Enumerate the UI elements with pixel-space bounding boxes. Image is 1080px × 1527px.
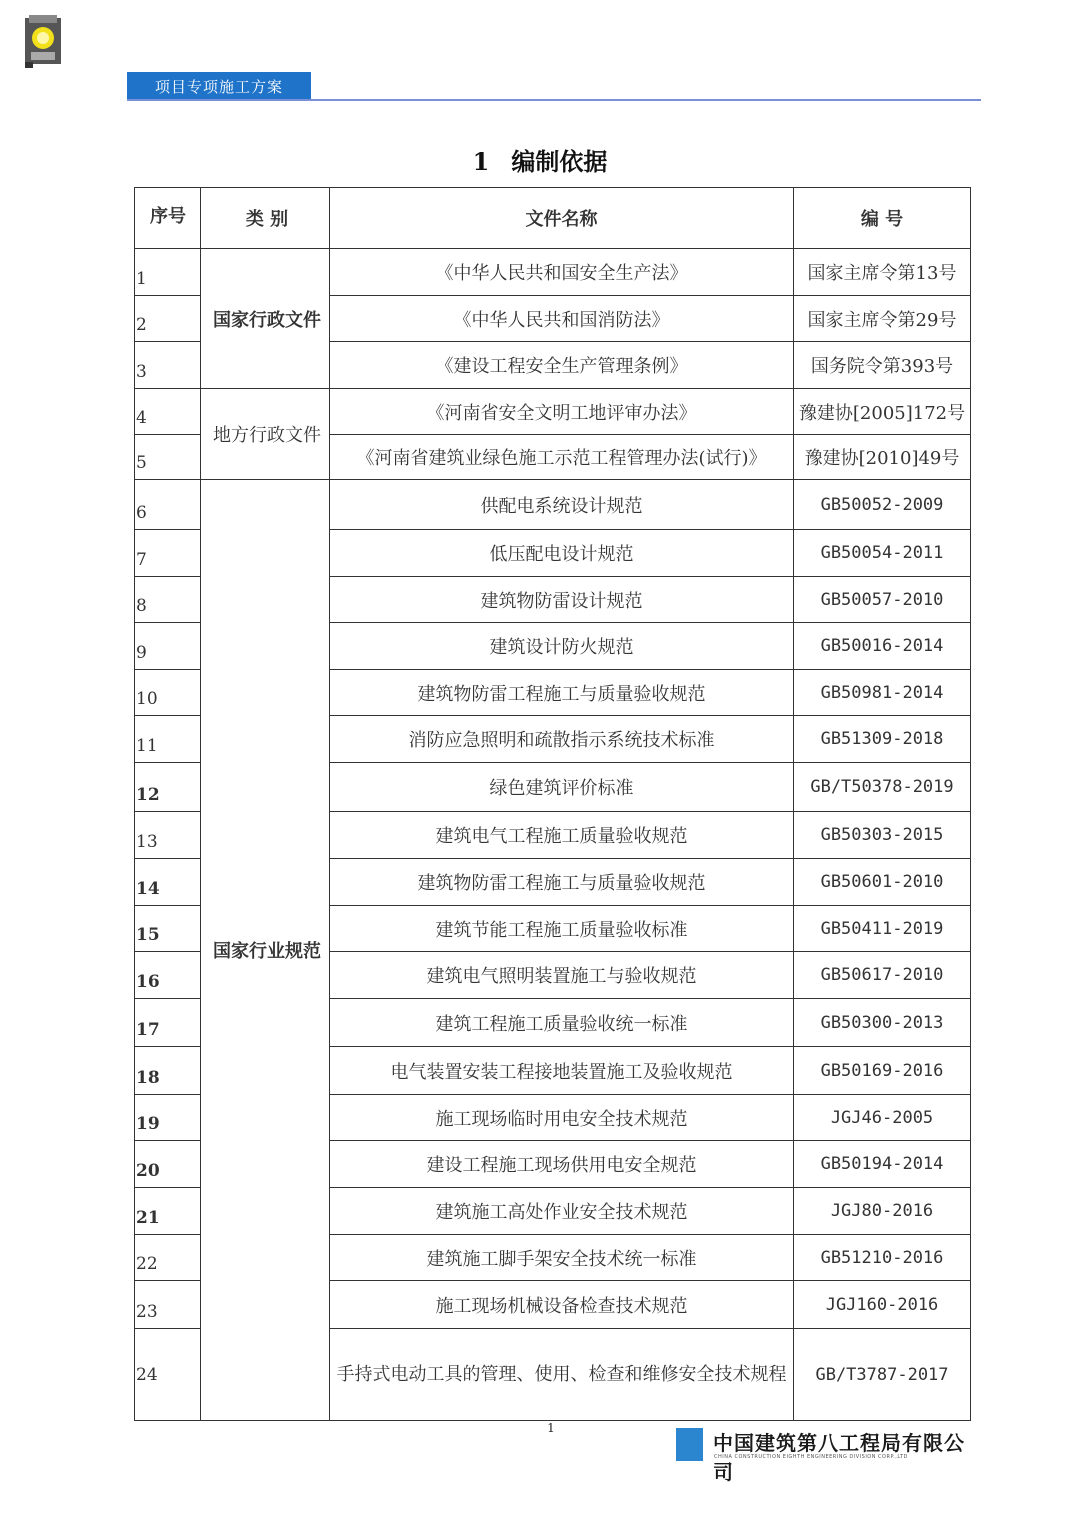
row-no: 9 — [135, 623, 201, 670]
page-number: 1 — [547, 1421, 555, 1435]
company-name-en: CHINA CONSTRUCTION EIGHTH ENGINEERING DIVISION CORP.,LTD — [714, 1454, 908, 1460]
row-name: 供配电系统设计规范 — [330, 480, 794, 530]
row-no: 3 — [135, 342, 201, 389]
row-no: 8 — [135, 577, 201, 623]
row-name: 消防应急照明和疏散指示系统技术标准 — [330, 716, 794, 763]
row-code: GB50054-2011 — [794, 530, 971, 577]
row-name: 低压配电设计规范 — [330, 530, 794, 577]
row-no: 24 — [135, 1329, 201, 1421]
row-code: 豫建协[2005]172号 — [794, 389, 971, 435]
row-no: 19 — [135, 1095, 201, 1141]
row-code: GB50617-2010 — [794, 952, 971, 999]
title-text: 编制依据 — [511, 147, 608, 176]
row-code: GB/T50378-2019 — [794, 763, 971, 812]
row-name: 建筑工程施工质量验收统一标准 — [330, 999, 794, 1047]
row-name: 建筑施工脚手架安全技术统一标准 — [330, 1235, 794, 1281]
company-name-cn: 中国建筑第八工程局有限公司 — [713, 1431, 965, 1484]
row-code: 国家主席令第13号 — [794, 249, 971, 296]
row-code: GB50601-2010 — [794, 859, 971, 906]
row-no: 17 — [135, 999, 201, 1047]
row-code: GB50057-2010 — [794, 577, 971, 623]
row-name: 绿色建筑评价标准 — [330, 763, 794, 812]
company-footer — [676, 1426, 976, 1484]
row-no: 20 — [135, 1141, 201, 1188]
row-code: 国家主席令第29号 — [794, 296, 971, 342]
row-no: 22 — [135, 1235, 201, 1281]
row-no: 18 — [135, 1047, 201, 1095]
table-row — [135, 249, 971, 296]
basis-table — [134, 187, 971, 1421]
row-code: GB51309-2018 — [794, 716, 971, 763]
row-code: 豫建协[2010]49号 — [794, 435, 971, 480]
row-name: 建筑节能工程施工质量验收标准 — [330, 906, 794, 952]
row-code: GB50169-2016 — [794, 1047, 971, 1095]
row-name: 《建设工程安全生产管理条例》 — [330, 342, 794, 389]
row-name: 建设工程施工现场供用电安全规范 — [330, 1141, 794, 1188]
row-code: GB50052-2009 — [794, 480, 971, 530]
row-name: 《中华人民共和国消防法》 — [330, 296, 794, 342]
row-no: 11 — [135, 716, 201, 763]
row-no: 5 — [135, 435, 201, 480]
category-local-admin: 地方行政文件 — [201, 389, 330, 480]
row-name: 《河南省建筑业绿色施工示范工程管理办法(试行)》 — [330, 435, 794, 480]
row-name: 建筑物防雷工程施工与质量验收规范 — [330, 859, 794, 906]
table-row — [135, 480, 971, 530]
header-label: 项目专项施工方案 — [127, 72, 311, 100]
header-category: 类 别 — [201, 188, 330, 249]
row-no: 21 — [135, 1188, 201, 1235]
header-code: 编 号 — [794, 188, 971, 249]
row-no: 23 — [135, 1281, 201, 1329]
row-no: 13 — [135, 812, 201, 859]
row-code: 国务院令第393号 — [794, 342, 971, 389]
row-no: 15 — [135, 906, 201, 952]
title-number: 1 — [472, 147, 490, 176]
company-badge-icon — [676, 1428, 703, 1461]
row-no: 16 — [135, 952, 201, 999]
row-code: GB50194-2014 — [794, 1141, 971, 1188]
row-name: 手持式电动工具的管理、使用、检查和维修安全技术规程 — [330, 1329, 794, 1421]
page-title — [0, 142, 1080, 177]
row-code: GB50411-2019 — [794, 906, 971, 952]
company-logo-icon — [22, 12, 64, 70]
row-name: 建筑物防雷设计规范 — [330, 577, 794, 623]
table-row — [135, 389, 971, 435]
header-name: 文件名称 — [330, 188, 794, 249]
row-no: 12 — [135, 763, 201, 812]
row-no: 6 — [135, 480, 201, 530]
row-no: 2 — [135, 296, 201, 342]
row-name: 建筑电气照明装置施工与验收规范 — [330, 952, 794, 999]
row-code: GB50981-2014 — [794, 670, 971, 716]
row-code: JGJ46-2005 — [794, 1095, 971, 1141]
category-national-admin: 国家行政文件 — [201, 249, 330, 389]
row-name: 《中华人民共和国安全生产法》 — [330, 249, 794, 296]
row-code: GB50300-2013 — [794, 999, 971, 1047]
row-no: 14 — [135, 859, 201, 906]
row-code: JGJ80-2016 — [794, 1188, 971, 1235]
row-no: 10 — [135, 670, 201, 716]
header-no: 序号 — [135, 188, 201, 249]
table-header-row — [135, 188, 971, 249]
row-no: 7 — [135, 530, 201, 577]
row-name: 建筑设计防火规范 — [330, 623, 794, 670]
row-code: GB51210-2016 — [794, 1235, 971, 1281]
row-code: GB/T3787-2017 — [794, 1329, 971, 1421]
row-name: 建筑施工高处作业安全技术规范 — [330, 1188, 794, 1235]
row-code: GB50303-2015 — [794, 812, 971, 859]
row-no: 4 — [135, 389, 201, 435]
row-name: 施工现场机械设备检查技术规范 — [330, 1281, 794, 1329]
row-code: GB50016-2014 — [794, 623, 971, 670]
row-name: 施工现场临时用电安全技术规范 — [330, 1095, 794, 1141]
row-name: 建筑物防雷工程施工与质量验收规范 — [330, 670, 794, 716]
category-national-industry: 国家行业规范 — [201, 480, 330, 1421]
row-name: 建筑电气工程施工质量验收规范 — [330, 812, 794, 859]
row-name: 电气装置安装工程接地装置施工及验收规范 — [330, 1047, 794, 1095]
header-divider — [127, 99, 981, 101]
row-no: 1 — [135, 249, 201, 296]
row-code: JGJ160-2016 — [794, 1281, 971, 1329]
row-name: 《河南省安全文明工地评审办法》 — [330, 389, 794, 435]
